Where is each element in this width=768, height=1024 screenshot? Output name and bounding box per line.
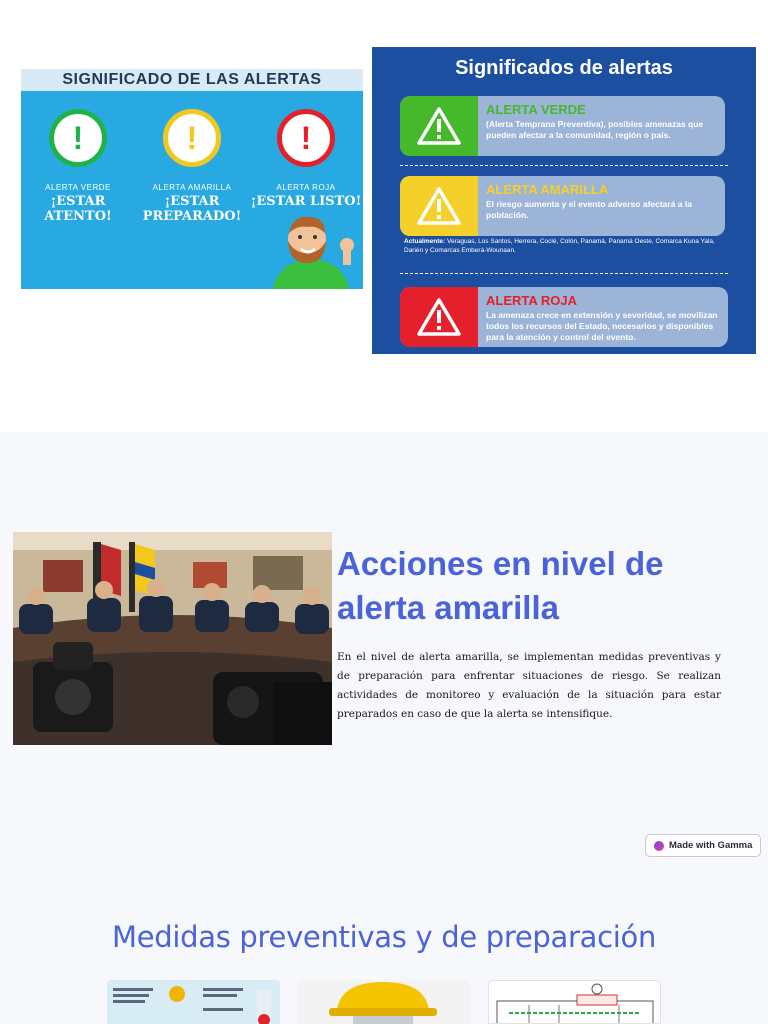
alert-green-row-heading: ALERTA VERDE <box>486 102 586 117</box>
alert-yellow-row-heading: ALERTA AMARILLA <box>486 182 609 197</box>
hard-hat-thumbnail <box>297 980 470 1024</box>
cartoon-man-icon <box>265 209 357 289</box>
alert-meanings-panama-image <box>372 47 756 354</box>
alert-meanings-title: SIGNIFICADO DE LAS ALERTAS <box>62 71 322 88</box>
exclamation-red-icon: ! <box>277 109 335 167</box>
alert-green-cta: ¡ESTAR ATENTO! <box>44 194 112 224</box>
alert-green-label: ALERTA VERDE <box>45 183 111 192</box>
warning-yellow-icon <box>400 176 478 236</box>
actions-heading: Acciones en nivel de alerta amarilla <box>337 545 664 626</box>
alert-green-row <box>400 96 725 156</box>
alert-red-label: ALERTA ROJA <box>276 183 336 192</box>
gamma-logo-icon <box>654 841 664 851</box>
current-regions-note <box>404 237 726 255</box>
divider <box>400 273 728 274</box>
actions-paragraph: En el nivel de alerta amarilla, se implementan medidas preventivas y de preparación para enfrentar situaciones de riesgo. Se realizan actividades de monitoreo y evaluación de la situación para estar preparados en caso de que la alerta se intensifique. <box>337 651 721 720</box>
evacuation-map-thumbnail <box>488 980 661 1024</box>
alert-meanings-banner <box>21 69 363 91</box>
alert-red-row-description: La amenaza crece en extensión y severidad, se movilizan todos los recursos del Estado, necesarios y disponibles para la atención y control del evento. <box>486 310 718 342</box>
alert-yellow-label: ALERTA AMARILLA <box>152 183 232 192</box>
alert-meanings-image <box>21 69 363 289</box>
alert-meanings-panama-title: Significados de alertas <box>455 57 673 79</box>
exclamation-yellow-icon: ! <box>163 109 221 167</box>
alert-red-cta: ¡ESTAR LISTO! <box>250 194 362 209</box>
made-with-gamma-label: Made with Gamma <box>669 840 753 851</box>
current-regions-text: Veraguas, Los Santos, Herrera, Coclé, Colón, Panamá, Panamá Oeste, Comarca Kuna Yala, Darién y Comarcas Emberá-Wounaan. <box>404 238 715 254</box>
divider <box>400 165 728 166</box>
current-regions-label: Actualmente: <box>404 238 446 245</box>
alert-red-item <box>249 109 363 209</box>
exclamation-green-icon: ! <box>49 109 107 167</box>
alert-yellow-cta: ¡ESTAR PREPARADO! <box>142 194 242 224</box>
warning-red-icon <box>400 287 478 347</box>
heat-precautions-thumbnail <box>107 980 280 1024</box>
alert-yellow-row <box>400 176 725 236</box>
warning-green-icon <box>400 96 478 156</box>
alert-yellow-row-description: El riesgo aumenta y el evento adverso afectará a la población. <box>486 199 692 220</box>
meeting-photo <box>13 532 332 745</box>
made-with-gamma-button[interactable] <box>645 834 761 857</box>
alert-yellow-item <box>135 109 249 224</box>
alerts-section <box>0 0 768 432</box>
alert-red-row-heading: ALERTA ROJA <box>486 293 577 308</box>
alert-green-row-description: (Alerta Temprana Preventiva), posibles amenazas que pueden afectar a la comunidad, región o país. <box>486 119 704 140</box>
preventive-measures-heading: Medidas preventivas y de preparación <box>112 920 657 954</box>
alert-red-row <box>400 287 728 347</box>
alert-green-item <box>21 109 135 224</box>
